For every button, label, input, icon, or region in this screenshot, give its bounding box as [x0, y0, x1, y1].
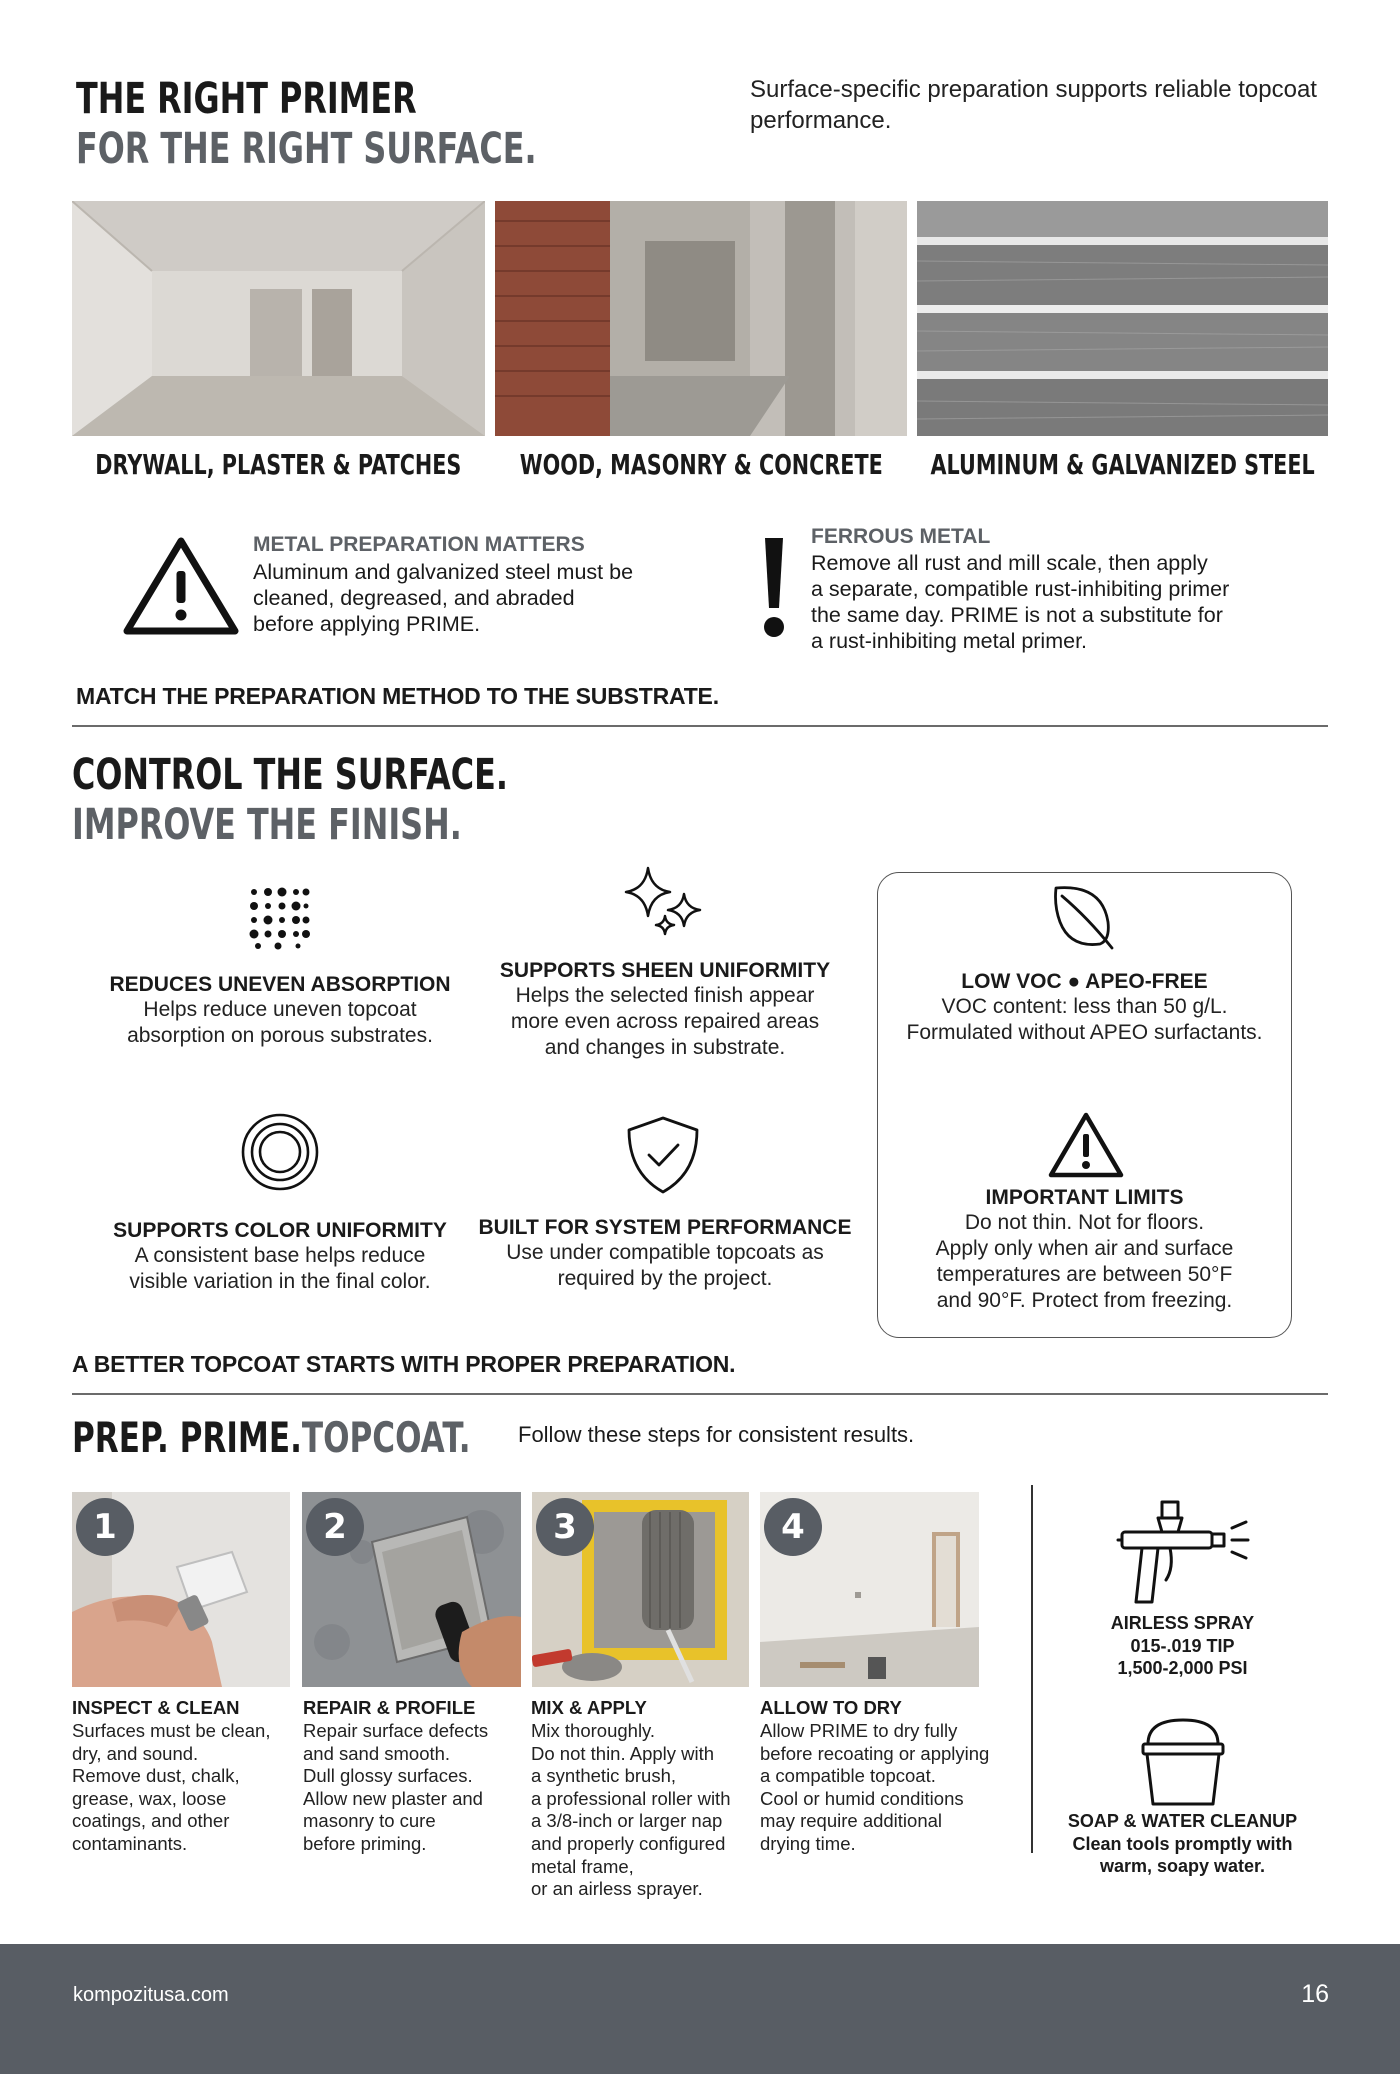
- divider-1: [72, 725, 1328, 727]
- step-2-title: REPAIR & PROFILE: [303, 1697, 476, 1718]
- bucket-icon: [1140, 1718, 1226, 1808]
- step-1-text: Surfaces must be clean, dry, and sound. Remove dust, chalk, grease, wax, loose coatings, and other contaminants.: [72, 1720, 271, 1854]
- dots-grid-icon: [248, 886, 312, 950]
- exclamation-icon: [762, 536, 786, 640]
- concentric-rings-icon: [240, 1112, 320, 1192]
- cleanup-caption: SOAP & WATER CLEANUP Clean tools promptly with warm, soapy water.: [1067, 1811, 1298, 1876]
- step-3-badge: 3: [536, 1498, 594, 1556]
- step-1-photo: [72, 1492, 290, 1687]
- ferrous-text: Remove all rust and mill scale, then apply a separate, compatible rust-inhibiting primer the same day. PRIME is not a substitute for a rust-inhibiting metal primer.: [811, 551, 1230, 653]
- masonry-photo: [495, 201, 907, 436]
- rule-label-2: A BETTER TOPCOAT STARTS WITH PROPER PREPARATION.: [72, 1351, 736, 1377]
- page-title-line2: FOR THE RIGHT SURFACE.: [76, 124, 537, 174]
- airless-spray-caption: AIRLESS SPRAY 015-.019 TIP 1,500-2,000 PSI: [1110, 1613, 1255, 1678]
- benefit-system: BUILT FOR SYSTEM PERFORMANCE Use under compatible topcoats as required by the project.: [478, 1216, 852, 1290]
- benefit-limits: IMPORTANT LIMITS Do not thin. Not for floors. Apply only when air and surface temperatures are between 50°F and 90°F. Protect from freezing.: [935, 1186, 1234, 1312]
- step-4-title: ALLOW TO DRY: [760, 1697, 902, 1718]
- surface-caption-steel: ALUMINUM & GALVANIZED STEEL: [930, 448, 1315, 481]
- sparkle-icon: [622, 864, 708, 940]
- benefit-sheen: SUPPORTS SHEEN UNIFORMITY Helps the selected finish appear more even across repaired areas and changes in substrate.: [499, 959, 831, 1059]
- section3-note: Follow these steps for consistent results.: [518, 1422, 915, 1447]
- step-4-badge: 4: [764, 1498, 822, 1556]
- intro-text: Surface-specific preparation supports reliable topcoat performance.: [750, 76, 1317, 134]
- divider-2: [72, 1393, 1328, 1395]
- footer-bar: [0, 1944, 1400, 2074]
- warning-triangle-icon: [121, 535, 241, 637]
- drywall-photo: [72, 201, 485, 436]
- step-1-badge: 1: [76, 1498, 134, 1556]
- surface-caption-drywall: DRYWALL, PLASTER & PATCHES: [95, 448, 462, 481]
- spray-gun-icon: [1116, 1498, 1250, 1608]
- step-3-title: MIX & APPLY: [531, 1697, 647, 1718]
- step-1-title: INSPECT & CLEAN: [72, 1697, 240, 1718]
- shield-check-icon: [625, 1115, 701, 1195]
- footer-url[interactable]: kompozitusa.com: [73, 1984, 229, 2006]
- step-3-photo: [532, 1492, 749, 1687]
- rule-label-1: MATCH THE PREPARATION METHOD TO THE SUBSTRATE.: [76, 683, 719, 709]
- step-2-photo: [302, 1492, 521, 1687]
- surface-caption-masonry: WOOD, MASONRY & CONCRETE: [519, 448, 883, 481]
- benefit-voc: LOW VOC ● APEO-FREE VOC content: less than 50 g/L. Formulated without APEO surfactants.: [906, 970, 1263, 1044]
- benefit-color: SUPPORTS COLOR UNIFORMITY A consistent base helps reduce visible variation in the final color.: [113, 1219, 447, 1293]
- metal-prep-title: METAL PREPARATION MATTERS: [253, 533, 585, 556]
- limits-warning-icon: [1046, 1110, 1126, 1180]
- section2-title-line2: IMPROVE THE FINISH.: [72, 800, 462, 850]
- section3-title: PREP. PRIME.TOPCOAT.: [72, 1413, 471, 1462]
- page-title-line1: THE RIGHT PRIMER: [76, 74, 417, 124]
- step-3-text: Mix thoroughly. Do not thin. Apply with a synthetic brush, a professional roller with a 3/8-inch or larger nap and properly configured metal frame, or an airless sprayer.: [531, 1720, 731, 1900]
- steel-photo: [917, 201, 1328, 436]
- leaf-icon: [1050, 882, 1116, 950]
- steps-divider: [1031, 1485, 1033, 1853]
- step-2-badge: 2: [306, 1498, 364, 1556]
- ferrous-title: FERROUS METAL: [811, 525, 991, 548]
- step-4-text: Allow PRIME to dry fully before recoating or applying a compatible topcoat. Cool or humid conditions may require additional drying time.: [760, 1720, 990, 1854]
- page-number: 16: [1301, 1980, 1329, 2008]
- metal-prep-text: Aluminum and galvanized steel must be cleaned, degreased, and abraded before applying PRIME.: [253, 560, 634, 636]
- benefit-absorption: REDUCES UNEVEN ABSORPTION Helps reduce uneven topcoat absorption on porous substrates.: [109, 973, 451, 1047]
- section2-title-line1: CONTROL THE SURFACE.: [72, 750, 508, 800]
- step-4-photo: [760, 1492, 979, 1687]
- step-2-text: Repair surface defects and sand smooth. Dull glossy surfaces. Allow new plaster and masonry to cure before priming.: [303, 1720, 489, 1854]
